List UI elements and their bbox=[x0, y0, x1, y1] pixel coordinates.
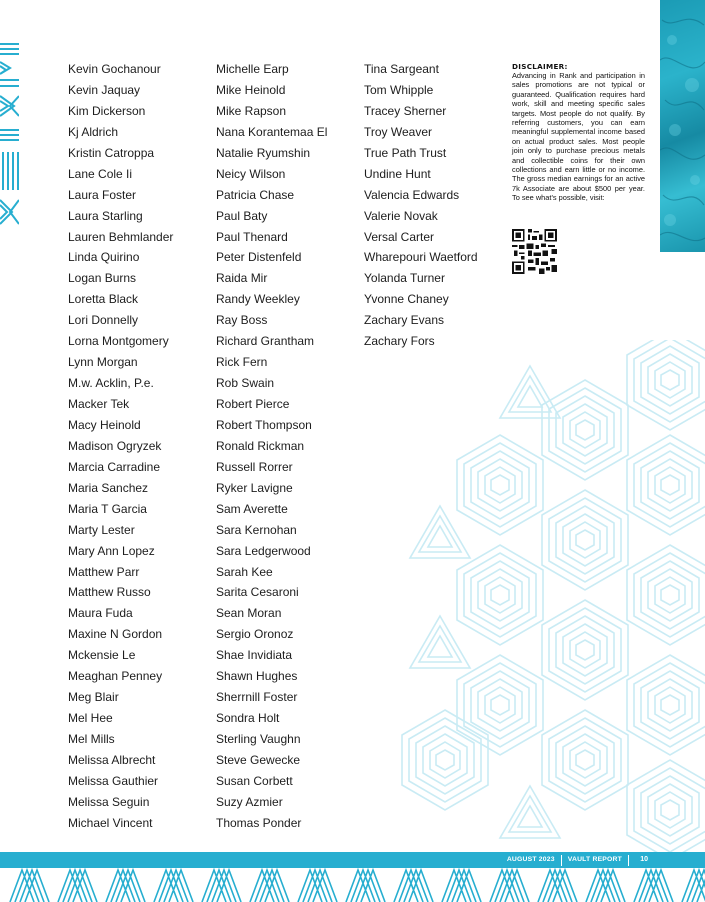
name-item: Linda Quirino bbox=[68, 250, 140, 265]
name-item: Melissa Albrecht bbox=[68, 752, 156, 767]
name-item: Madison Ogryzek bbox=[68, 438, 162, 453]
name-item: Sam Averette bbox=[216, 501, 288, 516]
name-item: Zachary Evans bbox=[364, 313, 445, 328]
name-item: Suzy Azmier bbox=[216, 794, 283, 809]
name-item: Macker Tek bbox=[68, 397, 130, 411]
name-item: Kevin Jaquay bbox=[68, 82, 141, 97]
footer-bar bbox=[0, 852, 705, 868]
name-item: Yolanda Turner bbox=[364, 271, 445, 286]
name-item: Yvonne Chaney bbox=[364, 292, 449, 307]
names-column-1 bbox=[68, 59, 173, 834]
name-item: Richard Grantham bbox=[216, 334, 315, 349]
name-item: Matthew Russo bbox=[68, 585, 151, 600]
name-item: Wharepouri Waetford bbox=[364, 250, 478, 265]
name-item: Mike Heinold bbox=[216, 82, 286, 97]
name-item: Tracey Sherner bbox=[364, 103, 447, 118]
name-item: Undine Hunt bbox=[364, 166, 431, 181]
name-item: Sara Kernohan bbox=[216, 522, 297, 537]
name-item: Sondra Holt bbox=[216, 711, 280, 726]
name-item: Nana Korantemaa El bbox=[216, 124, 328, 139]
name-item: Lorna Montgomery bbox=[68, 334, 169, 349]
name-item: Lori Donnelly bbox=[68, 313, 139, 328]
name-item: Robert Thompson bbox=[216, 417, 312, 432]
left-stripe-decoration bbox=[0, 40, 19, 230]
name-item: Mckensie Le bbox=[68, 648, 136, 663]
name-item: Mel Mills bbox=[68, 732, 115, 746]
name-item: Raida Mir bbox=[216, 271, 268, 286]
name-item: Kim Dickerson bbox=[68, 103, 146, 118]
texture-photo-block bbox=[660, 0, 705, 252]
name-item: Mary Ann Lopez bbox=[68, 543, 155, 558]
names-column-3 bbox=[364, 59, 478, 352]
disclaimer-block bbox=[512, 62, 645, 203]
name-item: Rick Fern bbox=[216, 355, 268, 370]
name-item: Russell Rorrer bbox=[216, 459, 293, 474]
name-item: Susan Corbett bbox=[216, 773, 293, 788]
name-item: Steve Gewecke bbox=[216, 752, 301, 767]
name-item: Tom Whipple bbox=[364, 82, 434, 97]
name-item: Thomas Ponder bbox=[216, 815, 302, 830]
name-item: Rob Swain bbox=[216, 376, 275, 391]
name-item: Valerie Novak bbox=[364, 208, 438, 223]
name-item: Matthew Parr bbox=[68, 564, 140, 579]
footer-publication: VAULT REPORT bbox=[567, 856, 622, 863]
name-item: Lynn Morgan bbox=[68, 355, 138, 370]
name-item: Kevin Gochanour bbox=[68, 62, 161, 76]
name-item: Ronald Rickman bbox=[216, 438, 305, 453]
qr-code-icon[interactable] bbox=[512, 229, 557, 274]
name-item: Marcia Carradine bbox=[68, 459, 161, 474]
name-item: Maura Fuda bbox=[68, 606, 133, 621]
name-item: Kj Aldrich bbox=[68, 124, 119, 139]
name-item: True Path Trust bbox=[364, 145, 447, 160]
name-item: Tina Sargeant bbox=[364, 62, 439, 76]
name-item: Sarita Cesaroni bbox=[216, 585, 299, 600]
name-item: Shae Invidiata bbox=[216, 648, 293, 663]
name-item: Maria Sanchez bbox=[68, 480, 149, 495]
page-number: 10 bbox=[640, 856, 648, 863]
disclaimer-body: Advancing in Rank and participation in sales promotions are not typical or guaranteed. Qualification requires hard work, skill and meeting specific sales targets. Most people do not qualify. By referring customers, you can earn meaningful supplemental income based on actual product sales. Most people join only to purchase precious metals and collectible coins for their own collections and earn little or no income. The gross median earnings for an active 7k Associate are about $500 per year. To see what's possible, visit: bbox=[512, 71, 645, 203]
name-item: Macy Heinold bbox=[68, 417, 141, 432]
name-item: Melissa Gauthier bbox=[68, 773, 159, 788]
name-item: Randy Weekley bbox=[216, 292, 300, 307]
name-item: Marty Lester bbox=[68, 522, 135, 537]
disclaimer-title: DISCLAIMER: bbox=[512, 62, 568, 71]
name-item: Maria T Garcia bbox=[68, 501, 147, 516]
footer-info bbox=[507, 852, 647, 868]
name-item: Peter Distenfeld bbox=[216, 250, 302, 265]
name-item: Sarah Kee bbox=[216, 564, 273, 579]
name-item: Sherrnill Foster bbox=[216, 690, 298, 705]
name-item: Shawn Hughes bbox=[216, 669, 298, 684]
name-item: Zachary Fors bbox=[364, 334, 435, 349]
name-item: Sean Moran bbox=[216, 606, 282, 621]
name-item: Melissa Seguin bbox=[68, 794, 150, 809]
name-item: Ryker Lavigne bbox=[216, 480, 293, 495]
name-item: Laura Starling bbox=[68, 208, 143, 223]
name-item: Valencia Edwards bbox=[364, 187, 460, 202]
name-item: Michael Vincent bbox=[68, 815, 153, 830]
footer-divider bbox=[561, 855, 562, 866]
name-item: Versal Carter bbox=[364, 229, 435, 244]
footer-issue-date: AUGUST 2023 bbox=[506, 856, 555, 863]
name-item: Laura Foster bbox=[68, 187, 137, 202]
footer-divider bbox=[628, 855, 629, 866]
name-item: Meaghan Penney bbox=[68, 669, 163, 684]
name-item: Lane Cole Ii bbox=[68, 166, 133, 181]
name-item: Kristin Catroppa bbox=[68, 145, 155, 160]
name-item: Loretta Black bbox=[68, 292, 139, 307]
name-item: Patricia Chase bbox=[216, 187, 295, 202]
name-item: Meg Blair bbox=[68, 690, 119, 705]
name-item: Logan Burns bbox=[68, 271, 137, 286]
name-item: Lauren Behmlander bbox=[68, 229, 174, 244]
name-item: Sterling Vaughn bbox=[216, 732, 301, 746]
name-item: Troy Weaver bbox=[364, 124, 433, 139]
name-item: Sara Ledgerwood bbox=[216, 543, 311, 558]
name-item: Natalie Ryumshin bbox=[216, 145, 311, 160]
name-item: Neicy Wilson bbox=[216, 166, 286, 181]
name-item: Mike Rapson bbox=[216, 103, 287, 118]
name-item: Mel Hee bbox=[68, 711, 113, 726]
footer-chevron-pattern bbox=[0, 868, 705, 902]
name-item: Maxine N Gordon bbox=[68, 627, 163, 642]
name-item: Michelle Earp bbox=[216, 62, 289, 76]
name-item: M.w. Acklin, P.e. bbox=[68, 376, 154, 391]
name-item: Paul Baty bbox=[216, 208, 268, 223]
name-item: Paul Thenard bbox=[216, 229, 288, 244]
name-item: Sergio Oronoz bbox=[216, 627, 294, 642]
name-item: Ray Boss bbox=[216, 313, 268, 328]
hexagon-background-pattern bbox=[400, 340, 705, 855]
names-column-2 bbox=[216, 59, 327, 834]
name-item: Robert Pierce bbox=[216, 397, 290, 411]
